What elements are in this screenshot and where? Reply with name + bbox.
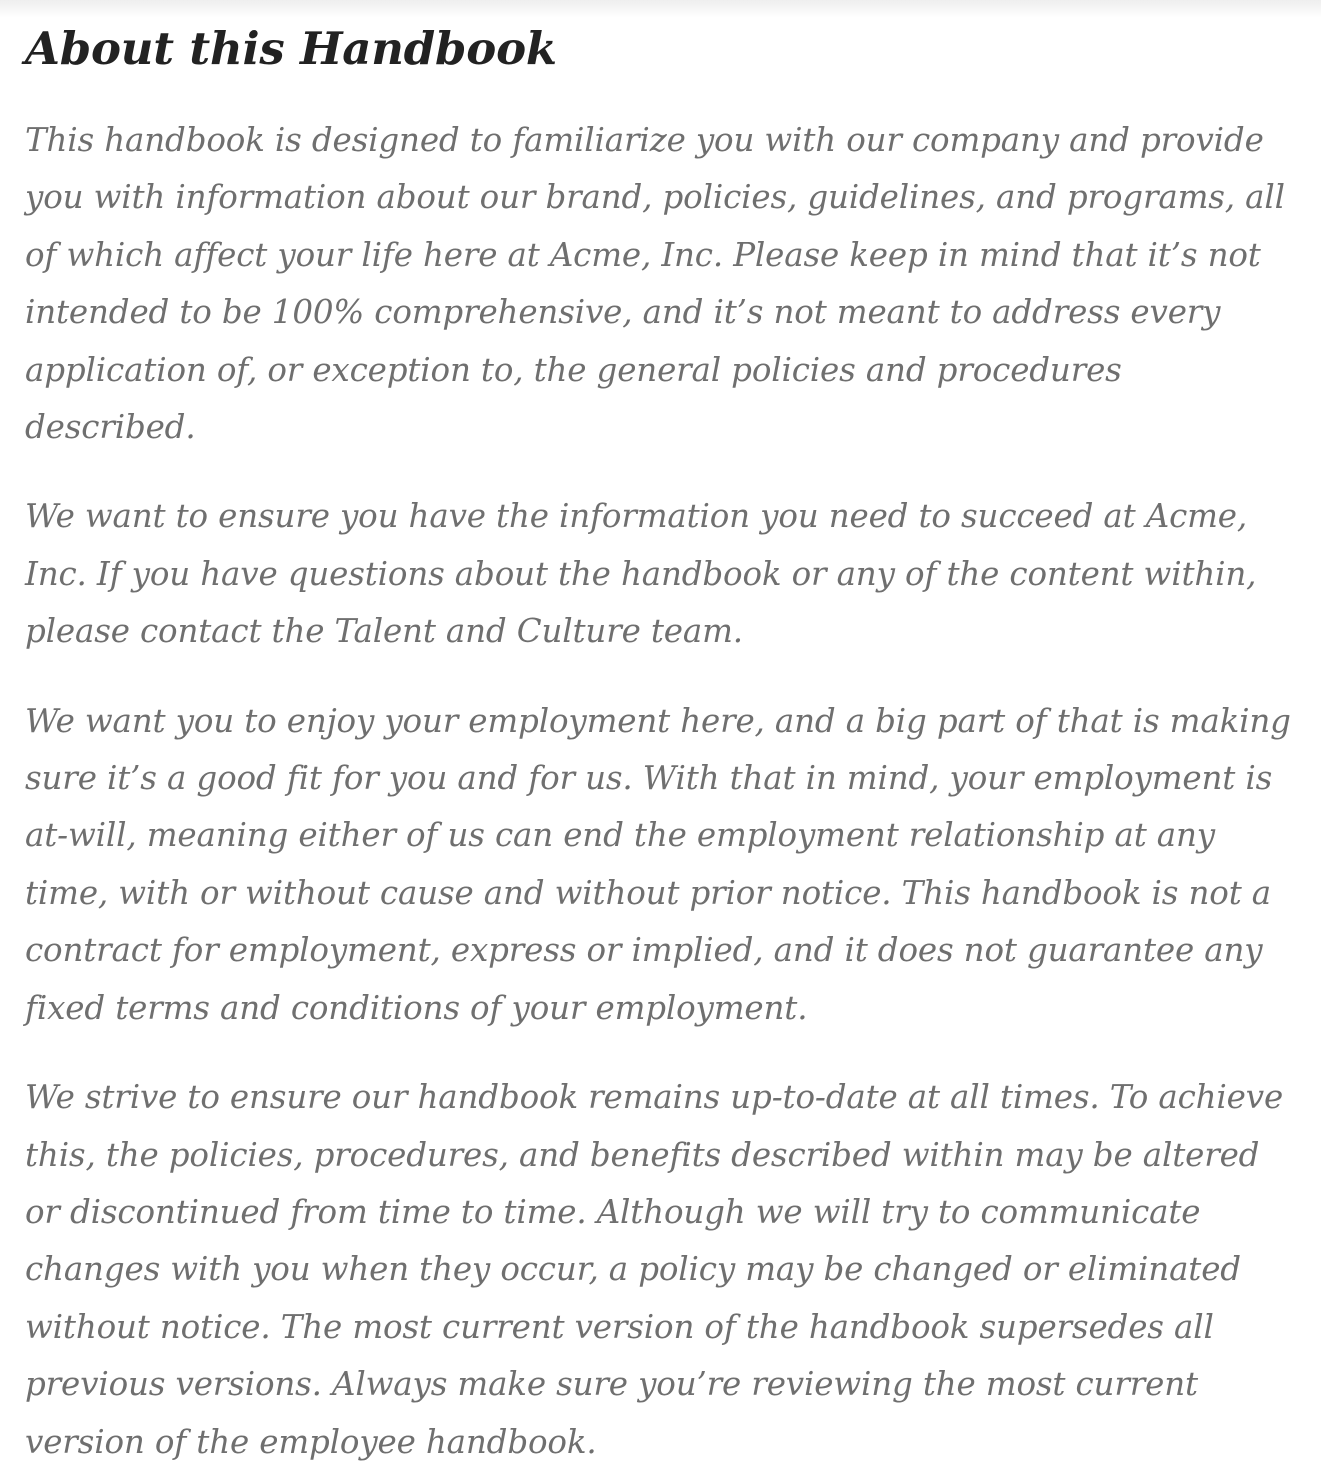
updates-paragraph: We strive to ensure our handbook remains up-to-date at all times. To achieve this, the policies, procedures, and benefits described within may be altered or discontinued from time to time. Although we will try to communicate changes with you when they occur, a policy may be changed or eliminated without notice. The most current version of the handbook supersedes all previous versions. Always make sure you’re reviewing the most current version of the employee handbook. — [25, 1078, 1284, 1461]
contact-paragraph: We want to ensure you have the information you need to succeed at Acme, Inc. If you have questions about the handbook or any of the content within, please contact the Talent and Culture team. — [25, 497, 1257, 651]
page-title: About this Handbook — [25, 22, 557, 75]
handbook-article — [25, 18, 1295, 1471]
intro-paragraph: This handbook is designed to familiarize you with our company and provide you with information about our brand, policies, guidelines, and programs, all of which affect your life here at Acme, Inc. Please keep in mind that it’s not intended to be 100% comprehensive, and it’s not meant to address every application of, or exception to, the general policies and procedures described. — [25, 121, 1285, 447]
top-scroll-shadow — [0, 0, 1321, 18]
at-will-paragraph: We want you to enjoy your employment here, and a big part of that is making sure it’s a good fit for you and for us. With that in mind, your employment is at-will, meaning either of us can end the employment relationship at any time, with or without cause and without prior notice. This handbook is not a contract for employment, express or implied, and it does not guarantee any fixed terms and conditions of your employment. — [25, 701, 1291, 1027]
